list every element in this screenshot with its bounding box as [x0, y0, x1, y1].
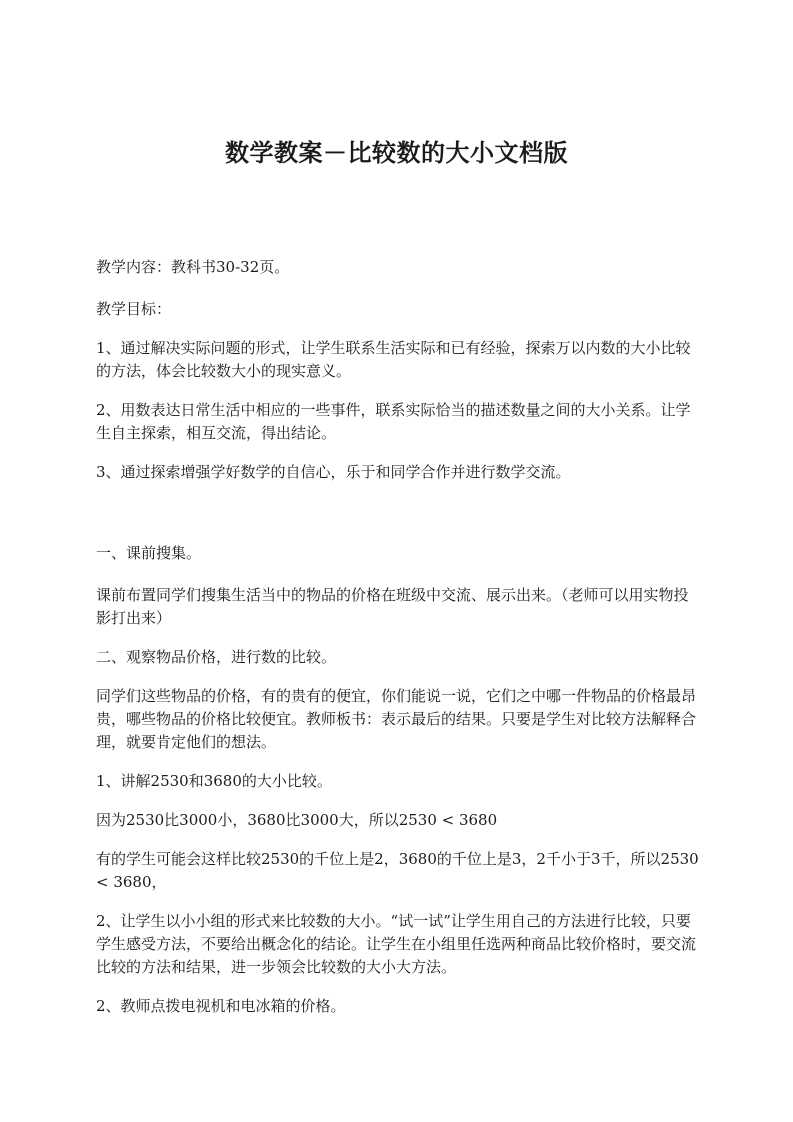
- paragraph-section-2-heading: 二、观察物品价格，进行数的比较。: [96, 648, 337, 666]
- paragraph-step-2b: 2、教师点拨电视机和电冰箱的价格。: [96, 997, 346, 1015]
- paragraph-objective-1: 1、通过解决实际问题的形式，让学生联系生活实际和已有经验，探索万以内数的大小比较的方法，体会比较数大小的现实意义。: [96, 339, 691, 380]
- paragraph-reason: 因为2530比3000小，3680比3000大，所以2530 < 3680: [96, 811, 498, 829]
- paragraph-alternative: 有的学生可能会这样比较2530的千位上是2，3680的千位上是3，2千小于3千，所以2530 < 3680，: [96, 850, 699, 891]
- paragraph-objective-3: 3、通过探索增强学好数学的自信心，乐于和同学合作并进行数学交流。: [96, 463, 571, 481]
- paragraph-content: 教学内容：教科书30-32页。: [96, 258, 290, 276]
- paragraph-section-1-heading: 一、课前搜集。: [96, 544, 202, 562]
- document-title: 数学教案－比较数的大小文档版: [225, 139, 568, 167]
- paragraph-section-2-text: 同学们这些物品的价格，有的贵有的便宜，你们能说一说，它们之中哪一件物品的价格最昂贵，哪些物品的价格比较便宜。教师板书：表示最后的结果。只要是学生对比较方法解释合理，就要肯定他们的想法。: [96, 687, 697, 751]
- paragraph-step-1: 1、讲解2530和3680的大小比较。: [96, 772, 332, 790]
- paragraph-objectives-heading: 教学目标：: [96, 300, 172, 318]
- paragraph-objective-2: 2、用数表达日常生活中相应的一些事件，联系实际恰当的描述数量之间的大小关系。让学生自主探索，相互交流，得出结论。: [96, 401, 691, 442]
- paragraph-step-2: 2、让学生以小小组的形式来比较数的大小。“试一试”让学生用自己的方法进行比较，只要学生感受方法，不要给出概念化的结论。让学生在小组里任选两种商品比较价格时，要交流比较的方法和结果，进一步领会比较数的大小大方法。: [96, 912, 697, 976]
- document-body: [96, 256, 700, 1034]
- paragraph-section-1-text: 课前布置同学们搜集生活当中的物品的价格在班级中交流、展示出来。（老师可以用实物投影打出来）: [96, 586, 689, 627]
